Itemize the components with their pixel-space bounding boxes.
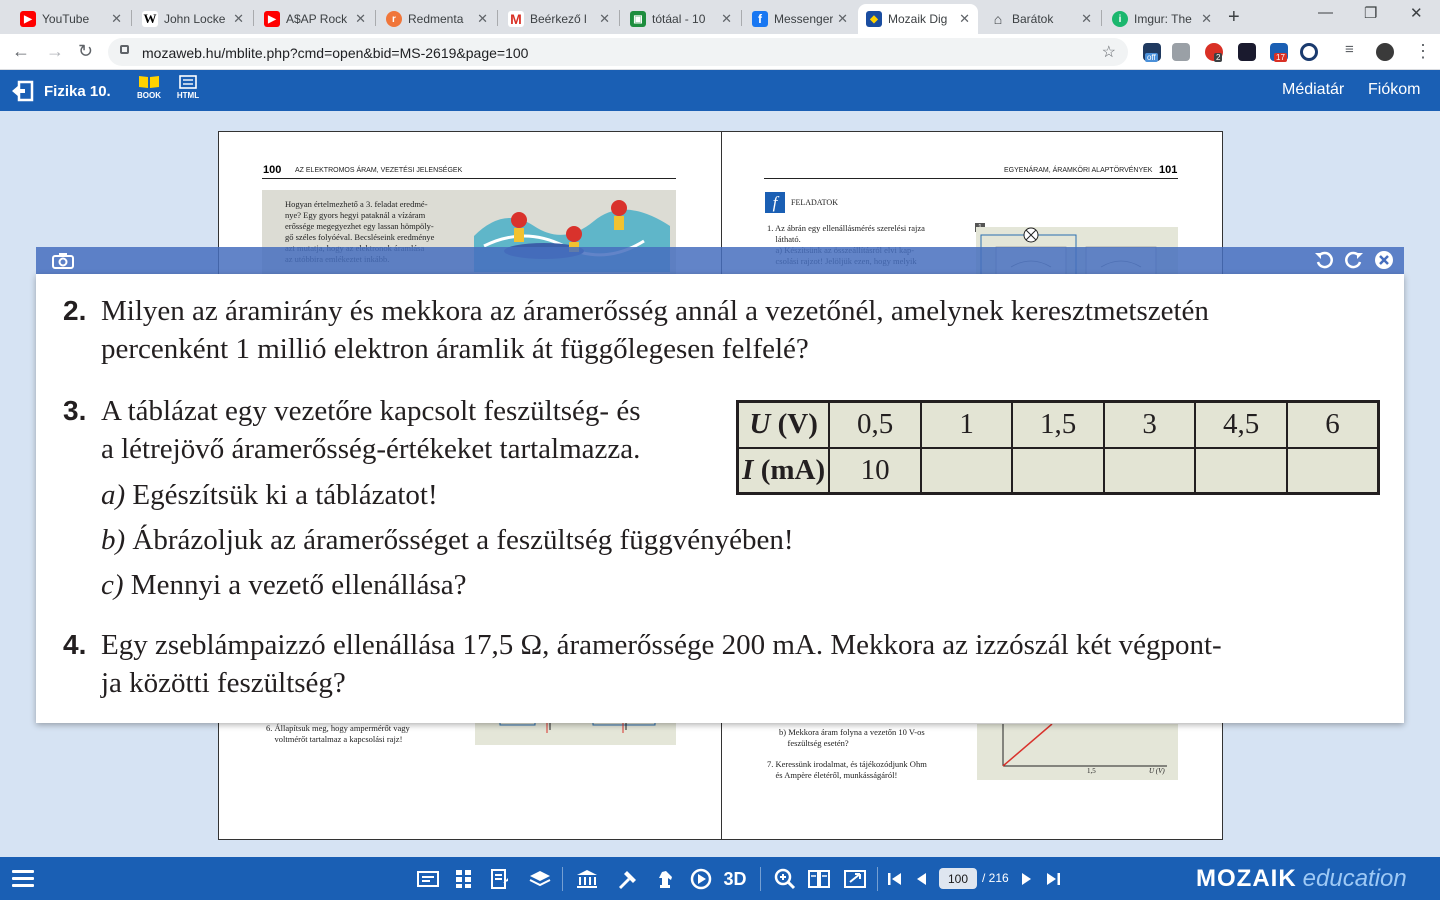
close-icon[interactable]: ✕ xyxy=(959,11,970,26)
close-icon[interactable]: ✕ xyxy=(599,11,610,26)
avatar[interactable] xyxy=(1376,43,1394,61)
playlist-icon[interactable]: ≡ xyxy=(1345,41,1354,58)
layers-icon[interactable] xyxy=(529,868,551,890)
table-row xyxy=(738,448,1379,494)
tab-baratok[interactable] xyxy=(982,4,1100,34)
extension-badge: 17 xyxy=(1276,53,1285,62)
tab-mozaik[interactable] xyxy=(858,4,978,34)
logo-main: MOZAIK xyxy=(1196,865,1297,892)
graph-axis-label: U (V) xyxy=(1149,767,1165,775)
task-2-line-1: Milyen az áramirány és mekkora az áramerősség annál a vezetőnél, amelynek keresztmetszetén xyxy=(101,295,1209,327)
voltage-symbol: U xyxy=(749,408,771,441)
bookmark-star-icon[interactable]: ☆ xyxy=(1101,44,1116,61)
zoom-panel-header xyxy=(36,247,1404,274)
left-running-header: AZ ELEKTROMOS ÁRAM, VEZETÉSI JELENSÉGEK xyxy=(295,167,463,174)
table-cell: 1,5 xyxy=(1012,402,1104,448)
museum-icon[interactable] xyxy=(576,868,598,890)
account-link[interactable]: Fiókom xyxy=(1368,81,1421,98)
table-of-contents-icon[interactable] xyxy=(417,868,439,890)
task-6-text: 6. Állapítsuk meg, hogy ampermérőt vagy voltmérőt tartalmaz a kapcsolási rajz! xyxy=(266,723,410,744)
three-d-icon[interactable]: 3D xyxy=(723,868,747,889)
redmenta-icon: r xyxy=(386,11,402,27)
row-header-current xyxy=(738,448,830,494)
logo-sub: education xyxy=(1302,865,1407,892)
table-cell xyxy=(1195,448,1287,494)
extension-icon[interactable] xyxy=(1270,43,1288,61)
task-4-line-1: Egy zseblámpaizzó ellenállása 17,5 Ω, áramerőssége 200 mA. Mekkora az izzószál két végpont- xyxy=(101,629,1222,661)
ohm-graph-figure xyxy=(977,724,1178,780)
task-2-line-2: percenként 1 millió elektron áramlik át függőlegesen felfelé? xyxy=(101,333,809,365)
tab-label: Messenger xyxy=(774,12,834,26)
close-window-icon[interactable]: ✕ xyxy=(1410,5,1423,22)
tab-label: Imgur: The xyxy=(1134,12,1192,26)
current-symbol: I xyxy=(742,453,754,486)
task-4-line-2: ja közötti feszültség? xyxy=(101,667,346,699)
minimize-icon[interactable]: — xyxy=(1318,4,1333,21)
section-title: FELADATOK xyxy=(791,198,838,207)
tab-separator xyxy=(131,10,132,26)
graph-tick-label: 1,5 xyxy=(1087,767,1096,775)
table-cell: 10 xyxy=(829,448,921,494)
right-running-header: EGYENÁRAM, ÁRAMKÖRI ALAPTÖRVÉNYEK xyxy=(1004,167,1153,174)
book-view-button[interactable] xyxy=(136,75,162,100)
intro-text: Hogyan értelmezhető a 3. feladat eredmé- nye? Egy gyors hegyi pataknál a vízáram erőssége megegyezhet egy lassan hömpöly- gő széles folyóéval. Becsléseink eredménye xyxy=(285,199,435,242)
extension-badge: off xyxy=(1147,53,1156,62)
tab-separator xyxy=(619,10,620,26)
tab-label: tótáal - 10 xyxy=(652,12,706,26)
wikipedia-icon: W xyxy=(143,11,157,26)
tab-label: A$AP Rock xyxy=(286,12,348,26)
home-icon: ⌂ xyxy=(993,11,1003,27)
table-cell: 0,5 xyxy=(829,402,921,448)
table-row xyxy=(738,402,1379,448)
more-vert-icon[interactable]: ⋮ xyxy=(1414,41,1432,61)
tab-wikipedia[interactable] xyxy=(134,4,252,34)
play-icon[interactable] xyxy=(690,868,712,890)
task-3-a xyxy=(101,476,438,514)
task-b-text: b) Mekkora áram folyna a vezetőn 10 V-os feszültség esetén? xyxy=(779,727,925,748)
tab-classroom[interactable] xyxy=(622,4,740,34)
tab-label: Beérkező l xyxy=(530,12,587,26)
book-title: Fizika 10. xyxy=(44,83,111,100)
toolbar-separator xyxy=(877,867,878,891)
thumbnails-icon[interactable] xyxy=(453,868,475,890)
table-cell: 6 xyxy=(1287,402,1379,448)
close-icon[interactable]: ✕ xyxy=(111,11,122,26)
task-3-line-2: a létrejövő áramerősség-értékeket tartalmazza. xyxy=(101,433,641,465)
imgur-icon: i xyxy=(1112,11,1128,27)
document-icon xyxy=(177,75,199,89)
task-3-c xyxy=(101,566,467,604)
tab-label: John Locke xyxy=(164,12,226,26)
table-cell: 3 xyxy=(1104,402,1195,448)
table-cell: 1 xyxy=(921,402,1012,448)
tab-separator xyxy=(497,10,498,26)
app-header xyxy=(0,70,1440,111)
extension-icon[interactable] xyxy=(1300,43,1318,61)
tab-imgur[interactable] xyxy=(1104,4,1220,34)
zoom-search-icon[interactable] xyxy=(774,868,796,890)
address-bar xyxy=(0,34,1440,70)
table-cell xyxy=(1287,448,1379,494)
new-tab-button[interactable]: + xyxy=(1228,6,1240,28)
close-icon[interactable] xyxy=(1374,250,1394,270)
mozaik-logo xyxy=(1196,865,1407,893)
undo-icon[interactable] xyxy=(1314,250,1334,270)
close-icon[interactable]: ✕ xyxy=(1201,11,1212,26)
two-page-view-icon[interactable] xyxy=(808,868,830,890)
header-rule xyxy=(262,178,676,179)
forward-arrow-icon[interactable]: → xyxy=(46,41,64,61)
last-page-icon[interactable] xyxy=(1042,868,1064,890)
table-cell xyxy=(921,448,1012,494)
tab-label: Barátok xyxy=(1012,12,1054,26)
current-unit: (mA) xyxy=(753,453,826,486)
close-icon[interactable]: ✕ xyxy=(1081,11,1092,26)
tab-label: Mozaik Dig xyxy=(888,12,948,26)
ohm-graph xyxy=(977,724,1178,780)
zoom-panel xyxy=(36,274,1404,723)
table-cell: 4,5 xyxy=(1195,402,1287,448)
notes-icon[interactable] xyxy=(489,868,511,890)
subtask-letter: c) xyxy=(101,569,124,601)
hamburger-menu-icon[interactable] xyxy=(12,870,34,888)
tab-asap-rocky[interactable] xyxy=(256,4,374,34)
toolbar-separator xyxy=(760,867,761,891)
subtask-text: Mennyi a vezető ellenállása? xyxy=(130,569,467,601)
extension-badge: 2 xyxy=(1216,53,1221,62)
lock-icon xyxy=(120,45,129,54)
book-icon xyxy=(138,75,160,89)
tab-youtube[interactable] xyxy=(12,4,130,34)
extension-icon[interactable] xyxy=(1172,43,1190,61)
exit-icon[interactable] xyxy=(10,80,34,102)
total-pages: / 216 xyxy=(982,871,1009,885)
tab-label: Redmenta xyxy=(408,12,464,26)
tab-separator xyxy=(375,10,376,26)
close-icon[interactable]: ✕ xyxy=(477,11,488,26)
close-icon[interactable]: ✕ xyxy=(721,11,732,26)
previous-page-icon[interactable] xyxy=(910,868,932,890)
subtask-text: Ábrázoljuk az áramerősséget a feszültség függvényében! xyxy=(132,524,794,556)
next-page-icon[interactable] xyxy=(1016,868,1038,890)
task-3-line-1: A táblázat egy vezetőre kapcsolt feszültség- és xyxy=(101,395,641,427)
header-rule xyxy=(764,178,1178,179)
youtube-icon: ▶ xyxy=(20,11,36,27)
camera-icon[interactable] xyxy=(52,252,74,269)
task-7-text: 7. Keressünk irodalmat, és tájékozódjunk Ohm és Ampère életéről, munkásságáról! xyxy=(767,759,927,780)
tab-separator xyxy=(253,10,254,26)
back-arrow-icon[interactable]: ← xyxy=(12,41,30,61)
voltage-unit: (V) xyxy=(770,408,818,441)
classroom-icon: ▣ xyxy=(630,11,646,27)
task-3-b xyxy=(101,521,794,559)
book-view-label: BOOK xyxy=(137,91,161,100)
fit-screen-icon[interactable] xyxy=(844,868,866,890)
html-view-button[interactable] xyxy=(175,75,201,100)
tab-label: YouTube xyxy=(42,12,90,26)
table-cell xyxy=(1012,448,1104,494)
extension-icon[interactable] xyxy=(1143,43,1161,61)
close-icon[interactable]: ✕ xyxy=(837,11,848,26)
extension-icon[interactable] xyxy=(1205,43,1223,61)
chess-knight-icon[interactable] xyxy=(654,868,676,890)
close-icon[interactable]: ✕ xyxy=(233,11,244,26)
reload-icon[interactable]: ↻ xyxy=(78,41,94,61)
subtask-text: Egészítsük ki a táblázatot! xyxy=(132,479,438,511)
browser-tab-bar xyxy=(0,0,1440,34)
bottom-toolbar xyxy=(0,857,1440,900)
tab-separator xyxy=(1101,10,1102,26)
subtask-letter: a) xyxy=(101,479,126,511)
voltage-current-table xyxy=(736,400,1380,495)
tab-redmenta[interactable] xyxy=(378,4,496,34)
toolbar-separator xyxy=(562,867,563,891)
redo-icon[interactable] xyxy=(1344,250,1364,270)
task-number: 2. xyxy=(63,295,87,326)
feladatok-icon: f xyxy=(765,192,785,213)
right-page-number: 101 xyxy=(1159,164,1178,176)
table-cell xyxy=(1104,448,1195,494)
row-header-voltage xyxy=(738,402,830,448)
mediatar-link[interactable]: Médiatár xyxy=(1282,81,1345,98)
mozaik-icon: ◆ xyxy=(866,11,882,27)
tab-separator xyxy=(741,10,742,26)
tab-gmail[interactable] xyxy=(500,4,618,34)
left-page-number: 100 xyxy=(263,164,282,176)
gmail-icon: M xyxy=(508,11,524,27)
facebook-icon: f xyxy=(752,11,768,27)
html-view-label: HTML xyxy=(176,91,200,100)
youtube-icon: ▶ xyxy=(264,11,280,27)
url-text: mozaweb.hu/mblite.php?cmd=open&bid=MS-2619&page=100 xyxy=(142,45,529,61)
page-number-input[interactable] xyxy=(939,868,977,889)
task-number: 4. xyxy=(63,629,87,660)
first-page-icon[interactable] xyxy=(884,868,906,890)
subtask-letter: b) xyxy=(101,524,126,556)
extension-icon[interactable] xyxy=(1238,43,1256,61)
restore-icon[interactable]: ❐ xyxy=(1364,5,1378,22)
task-number: 3. xyxy=(63,395,87,426)
close-icon[interactable]: ✕ xyxy=(355,11,366,26)
task-1-text: 1. Az ábrán egy ellenállásmérés szerelési rajza látható. xyxy=(767,223,925,244)
tab-messenger[interactable] xyxy=(744,4,856,34)
url-field[interactable] xyxy=(108,38,1128,66)
tools-icon[interactable] xyxy=(616,868,638,890)
